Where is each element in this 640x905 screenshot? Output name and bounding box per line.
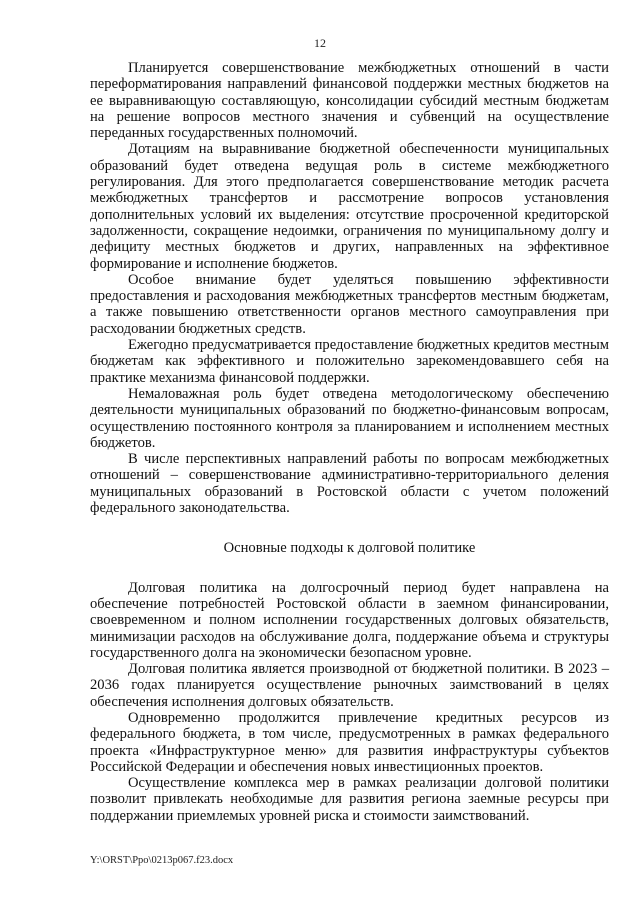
paragraph: Немаловажная роль будет отведена методологическому обеспечению деятельности муниципальных образований по бюджетно-финансовым вопросам, осуществлению постоянного контроля за планированием и исполнением местных бюджетов.	[90, 385, 609, 451]
page-content	[90, 60, 609, 824]
page-number: 12	[314, 36, 326, 50]
paragraph: Дотациям на выравнивание бюджетной обеспеченности муниципальных образований будет отведена ведущая роль в системе межбюджетного регулирования. Для этого предполагается совершенствование методик расчета межбюджетных трансфертов и рассмотрение вопросов установления дополнительных условий их выделения: отсутствие просроченной кредиторской задолженности, сокращение недоимки, ограничения по муниципальному долгу и дефициту местных бюджетов и других, направленных на эффективное формирование и исполнение бюджетов.	[90, 141, 609, 272]
paragraph: Осуществление комплекса мер в рамках реализации долговой политики позволит привлекать необходимые для развития региона заемные ресурсы при поддержании приемлемых уровней риска и стоимости заимствований.	[90, 775, 609, 824]
paragraph: Планируется совершенствование межбюджетных отношений в части переформатирования направлений финансовой поддержки местных бюджетов на ее выравнивающую составляющую, консолидации субсидий местным бюджетам на решение вопросов местного значения и субвенций на осуществление переданных государственных полномочий.	[90, 60, 609, 142]
paragraph: Долговая политика является производной от бюджетной политики. В 2023 – 2036 годах планируется осуществление рыночных заимствований в целях обеспечения исполнения долговых обязательств.	[90, 661, 609, 710]
paragraph: Ежегодно предусматривается предоставление бюджетных кредитов местным бюджетам как эффективного и положительно зарекомендовавшего себя на практике механизма финансовой поддержки.	[90, 337, 609, 386]
paragraph: Особое внимание будет уделяться повышению эффективности предоставления и расходования межбюджетных трансфертов местным бюджетам, а также повышению ответственности органов местного самоуправления при расходовании бюджетных средств.	[90, 271, 609, 337]
paragraph: Одновременно продолжится привлечение кредитных ресурсов из федерального бюджета, в том числе, предусмотренных в рамках федерального проекта «Инфраструктурное меню» для развития инфраструктуры субъектов Российской Федерации и обеспечения новых инвестиционных проектов.	[90, 709, 609, 775]
section-heading: Основные подходы к долговой политике	[223, 540, 476, 557]
file-path-footer: Y:\ORST\Ppo\0213p067.f23.docx	[90, 855, 234, 866]
paragraph: В числе перспективных направлений работы по вопросам межбюджетных отношений – совершенствование административно-территориального деления муниципальных образований в Ростовской области с учетом положений федерального законодательства.	[90, 451, 609, 517]
paragraph: Долговая политика на долгосрочный период будет направлена на обеспечение потребностей Ростовской области в заемном финансировании, своевременном и полном исполнении государственных долговых обязательств, минимизации расходов на обслуживание долга, поддержание объема и структуры государственного долга на экономически безопасном уровне.	[90, 579, 609, 661]
